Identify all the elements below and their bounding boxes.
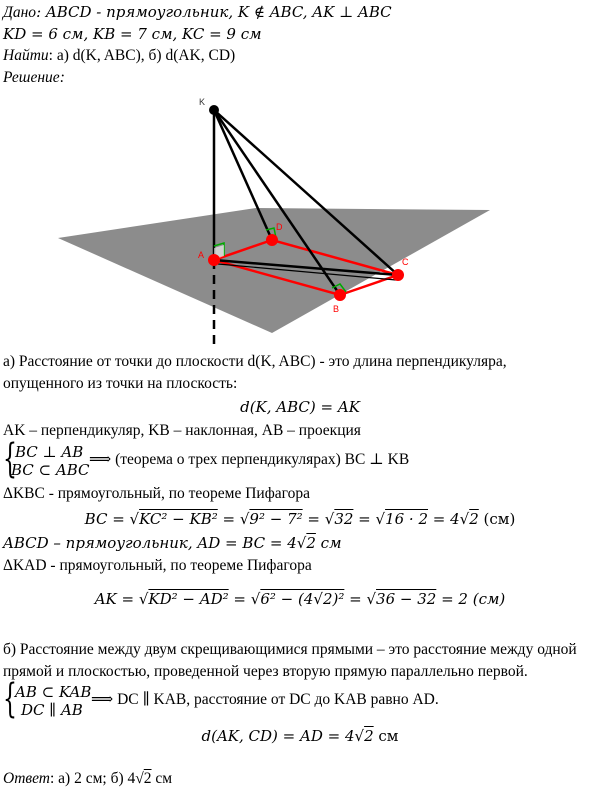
solution-colon: : [59,69,65,86]
formula-ak-radicand-3: 36 − 32 [376,590,437,608]
formula-ak: AK = √KD² − AD² = √6² − (4√2)² = √36 − 32 = 2 (см) [94,590,506,608]
system-row-2: BC ⊂ ABC [11,461,90,479]
find-line [3,46,235,66]
formula-bc-lhs: BC = [84,510,130,528]
system-brace-b: { [3,676,17,722]
given-statement: : ABCD - прямоугольник, K ∉ ABC, AK ⊥ ABC [36,3,392,21]
given-line-1 [3,2,392,23]
given-line-2: KD = 6 см, KB = 7 см, KC = 9 см [3,25,262,43]
label-c: C [402,257,409,267]
answer-unit: см [151,770,173,787]
part-a-line-4: ΔKBC - прямоугольный, по теореме Пифагора [3,485,310,502]
part-b-line-1: б) Расстояние между двум скрещивающимися прямыми – это расстояние между одной [3,641,577,658]
pyramid-figure [0,88,600,350]
label-a: A [198,250,205,260]
system-b-conclusion: ⟹ DC ∥ KAB, расстояние от DC до KAB равно AD. [91,691,439,708]
formula-bc-eq-2: = [302,510,325,528]
formula-b-text: d(AK, CD) = AD = 4 [201,727,355,745]
label-d: D [276,222,283,232]
formula-ak-lhs: AK = [94,590,139,608]
system-row-1: BC ⊥ AB [15,443,84,461]
formula-ak-eq-1: = [228,590,251,608]
part-a-line-2: опущенного из точки на плоскость: [3,375,238,392]
formula-distance-k-abc: d(K, ABC) = AK [240,398,360,416]
solution-label [3,68,65,88]
solution-label-text: Решение [3,69,60,86]
line-5-root: 2 [306,534,316,552]
system-b-row-1: AB ⊂ KAB [15,683,92,701]
answer-root: 2 [143,770,152,787]
formula-bc-radicand-4: 16 · 2 [385,510,429,528]
part-a-line-5: ABCD – прямоугольник, AD = BC = 4√2 см [3,534,342,552]
system-brace: { [3,436,17,482]
point-d [266,234,278,246]
formula-bc: BC = √KC² − KB² = √9² − 7² = √32 = √16 · 2 = 4√2 (см) [84,510,516,528]
formula-bc-unit: (см) [478,510,516,528]
formula-b-root: 2 [364,727,374,745]
formula-ak-eq-2: = [344,590,367,608]
formula-ak-radicand-1: KD² − AD² [148,590,229,608]
line-5-unit: см [315,534,342,552]
point-c [392,269,404,281]
formula-bc-eq-1: = [217,510,240,528]
label-b: B [333,304,340,314]
formula-ak-radicand-2: 6² − (4√2)² [260,590,345,608]
label-k: K [199,97,206,107]
formula-bc-radicand-2: 9² − 7² [249,510,303,528]
find-statement: : а) d(K, ABC), б) d(AK, CD) [48,47,236,64]
answer-text: : а) 2 см; б) 4 [49,770,136,787]
formula-bc-radicand-3: 32 [334,510,354,528]
formula-bc-eq-3: = [353,510,376,528]
point-b [334,289,346,301]
find-label: Найти [3,47,49,64]
given-label: Дано [3,4,37,21]
system-b-row-2: DC ∥ AB [21,701,83,719]
system-conclusion: ⟹ (теорема о трех перпендикулярах) BC ⊥ KB [89,451,410,468]
point-a [208,254,220,266]
answer-line: Ответ: а) 2 см; б) 4√2 см [3,770,173,787]
formula-distance-ak-cd: d(AK, CD) = AD = 4√2 см [201,727,399,745]
formula-bc-radicand-5: 2 [469,510,479,528]
line-5-text: ABCD – прямоугольник, AD = BC = 4 [3,534,297,552]
part-b-line-2: прямой и плоскостью, проведенной через вторую прямую параллельно первой. [3,663,528,680]
answer-label: Ответ [3,770,50,787]
formula-bc-radicand-1: KC² − KB² [139,510,218,528]
plane-abc [58,208,490,333]
point-k [209,105,219,115]
formula-bc-eq-4: = 4 [428,510,460,528]
part-a-line-1: а) Расстояние от точки до плоскости d(K, ABC) - это длина перпендикуляра, [3,353,507,370]
part-a-line-6: ΔKAD - прямоугольный, по теореме Пифагора [3,557,312,574]
system-three-perpendiculars [3,436,593,483]
formula-ak-result: = 2 (см) [436,590,506,608]
part-a-line-3: AK – перпендикуляр, KB – наклонная, AB – проекция [3,422,361,439]
formula-b-unit: см [373,727,399,745]
system-parallel [3,676,593,723]
